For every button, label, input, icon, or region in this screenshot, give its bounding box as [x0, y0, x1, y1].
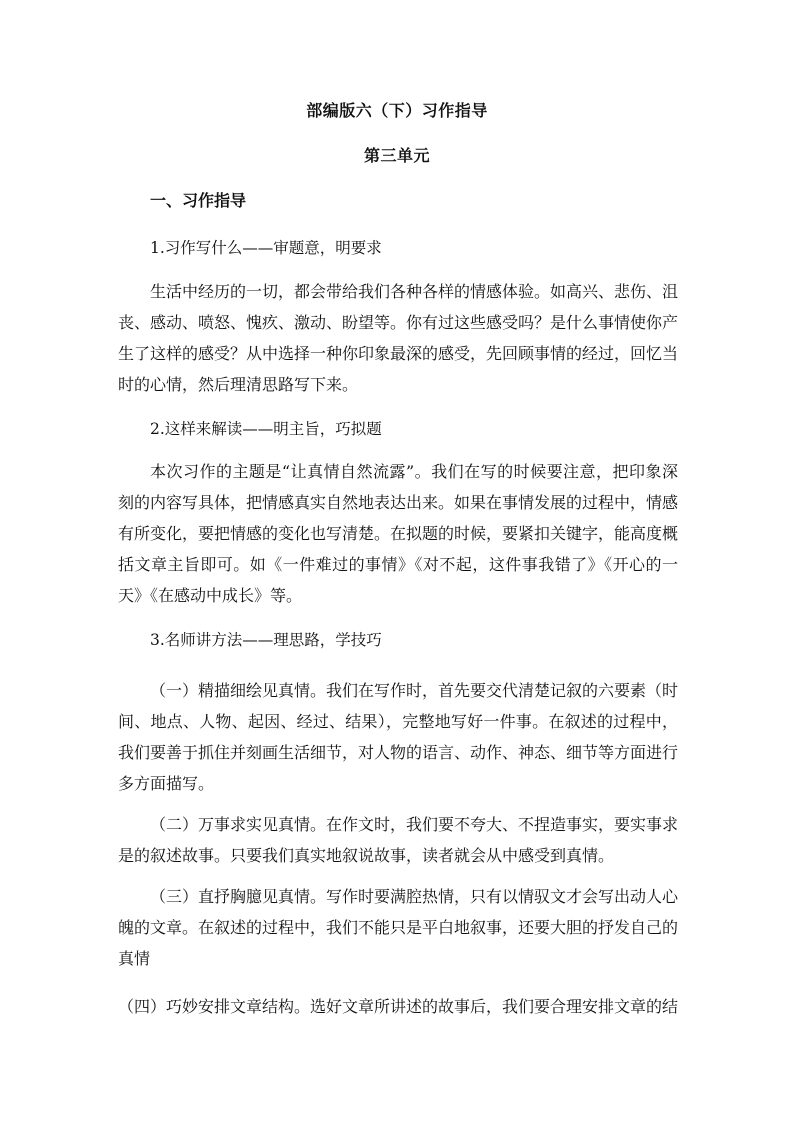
document-title: 部编版六（下）习作指导 — [306, 101, 488, 120]
subsection-heading-3: 3.名师讲方法——理思路，学技巧 — [150, 631, 382, 649]
paragraph: 本次习作的主题是“让真情自然流露”。我们在写的时候要注意，把印象深刻的内容写具体，把情感真实自然地表达出来。如果在事情发展的过程中，情感有所变化，要把情感的变化也写清楚。在拟题的时候，要紧扣关键字，能高度概括文章主旨即可。如《一件难过的事情》《对不起，这件事我错了》《开心的一天》《在感动中成长》等。 — [118, 462, 679, 605]
unit-title: 第三单元 — [363, 146, 430, 165]
section-heading: 一、习作指导 — [150, 191, 247, 210]
paragraph: （一）精描细绘见真情。我们在写作时，首先要交代清楚记叙的六要素（时间、地点、人物、起因、经过、结果），完整地写好一件事。在叙述的过程中，我们要善于抓住并刻画生活细节，对人物的语言、动作、神态、细节等方面进行多方面描写。 — [118, 681, 679, 793]
paragraph: （二）万事求实见真情。在作文时，我们要不夸大、不捏造事实，要实事求是的叙述故事。只要我们真实地叙说故事，读者就会从中感受到真情。 — [118, 815, 679, 865]
paragraph: 生活中经历的一切，都会带给我们各种各样的情感体验。如高兴、悲伤、沮丧、感动、喷怒、愧疚、激动、盼望等。你有过这些感受吗？是什么事情使你产生了这样的感受？从中选择一种你印象最深的感受，先回顾事情的经过，回忆当时的心情，然后理清思路写下来。 — [118, 282, 679, 394]
paragraph: （四）巧妙安排文章结构。选好文章所讲述的故事后，我们要合理安排文章的结 — [118, 997, 679, 1016]
subsection-heading-2: 2.这样来解读——明主旨，巧拟题 — [150, 420, 382, 438]
subsection-heading-1: 1.习作写什么——审题意，明要求 — [150, 239, 382, 257]
paragraph: （三）直抒胸臆见真情。写作时要满腔热情，只有以情驭文才会写出动人心魄的文章。在叙述的过程中，我们不能只是平白地叙事，还要大胆的抒发自己的真情 — [118, 887, 679, 968]
